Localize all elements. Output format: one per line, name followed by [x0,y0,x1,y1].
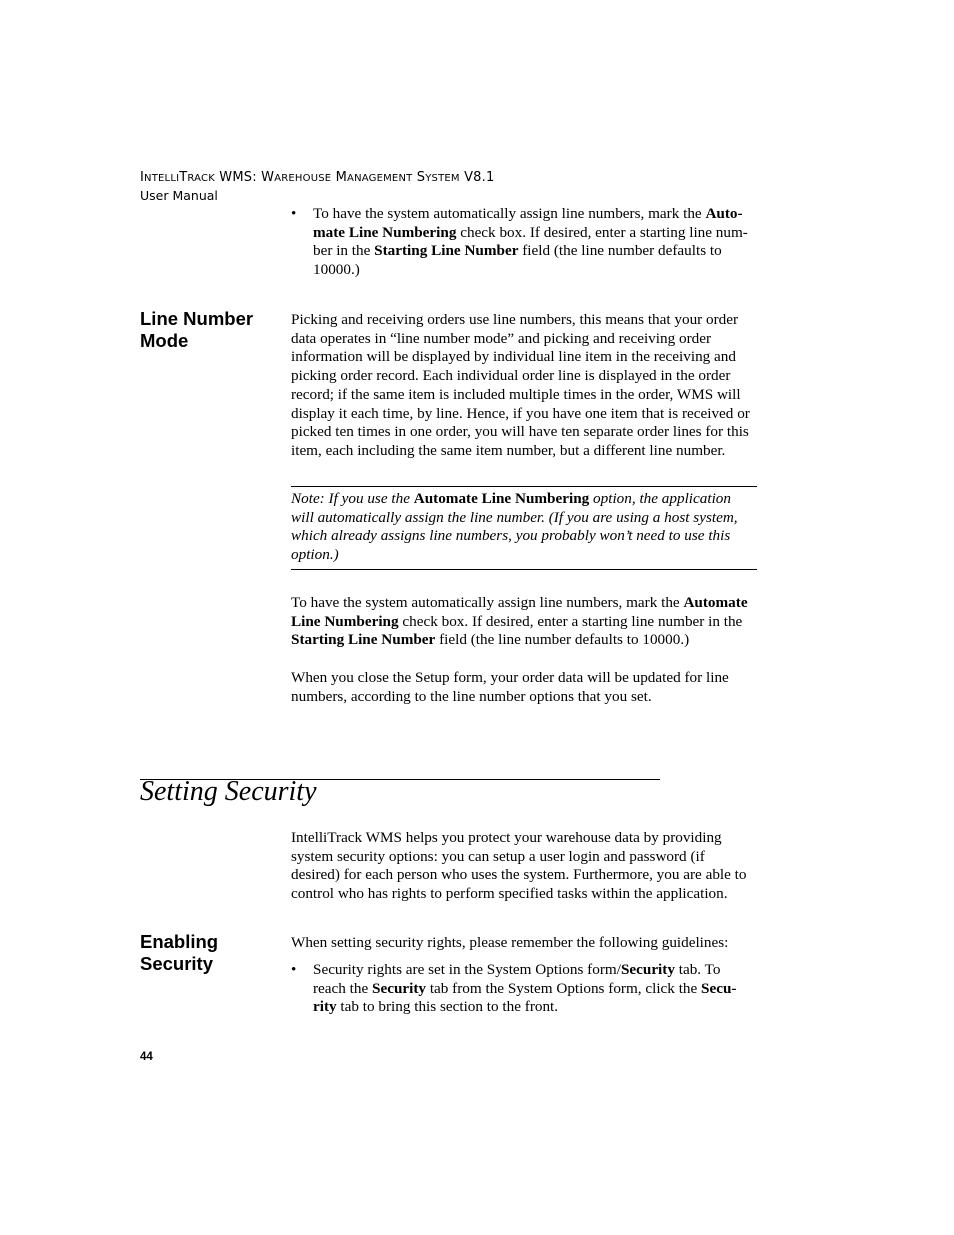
header-title-part: T [179,170,188,185]
header-title-part: AREHOUSE [274,173,332,184]
header-title-part: RACK [187,173,215,184]
enabling-security-paragraph: When setting security rights, please remember the following guidelines: [291,934,729,951]
line-number-mode-heading: Line Number Mode [140,308,254,351]
header-title-part: WMS: W [214,170,275,185]
note-bottom-rule [291,569,757,570]
line-number-mode-paragraph: Picking and receiving orders use line numbers, this means that your order data operates in “line number mode” and picking and receiving order information will be displayed by individual line item in the receiving and picking order record. Each individual order line is displayed in the order record; if the same item is included multiple times in the order, WMS will display it each time, by line. Hence, if you have one item that is received or picked ten times in one order, you will have ten separate order lines for this item, each including the same item number, but a different line number. [291,311,750,459]
security-bullet [291,961,757,1017]
intro-bullet [291,205,757,280]
bullet-glyph: • [291,205,297,222]
header-title-part: V8.1 [459,170,495,185]
setting-security-paragraph: IntelliTrack WMS helps you protect your warehouse data by providing system security options: you can setup a user login and password (if desired) for each person who uses the system. Furthermore, you are able to control who has rights to perform specified tasks within the application. [291,829,747,903]
security-bullet-text: Security rights are set in the System Options form/Security tab. To reach the Security tab from the System Options form, click the Secu- rity tab to bring this section to the front. [313,961,737,1016]
bullet-glyph: • [291,961,297,978]
setup-close-paragraph: When you close the Setup form, your order data will be updated for line numbers, according to the line number options that you set. [291,669,729,705]
header-title-part: M [331,170,348,185]
running-header-title [140,170,494,185]
header-title-part: YSTEM [425,173,460,184]
section-title: Setting Security [140,776,317,807]
enabling-security-heading: Enabling Security [140,931,219,974]
header-title-part: S [412,170,426,185]
header-title-part: I [140,170,145,185]
page-number: 44 [140,1051,153,1063]
header-title-part: NTELLI [144,173,180,184]
intro-bullet-text: To have the system automatically assign line numbers, mark the Auto- mate Line Numbering check box. If desired, enter a starting line num- ber in the Starting Line Number field (the line number defaults to 10000.) [313,205,748,279]
header-title-part: ANAGEMENT [347,173,413,184]
automate-numbering-paragraph: To have the system automatically assign line numbers, mark the Automate Line Numbering check box. If desired, enter a starting line number in the Starting Line Number field (the line number defaults to 10000.) [291,594,748,649]
running-header-subtitle: User Manual [140,188,218,203]
note-text: Note: If you use the Automate Line Numbering option, the application will automatically assign the line number. (If you are using a host system, which already assigns line numbers, you probably won’t need to use this option.) [291,490,738,564]
note-top-rule [291,486,757,487]
